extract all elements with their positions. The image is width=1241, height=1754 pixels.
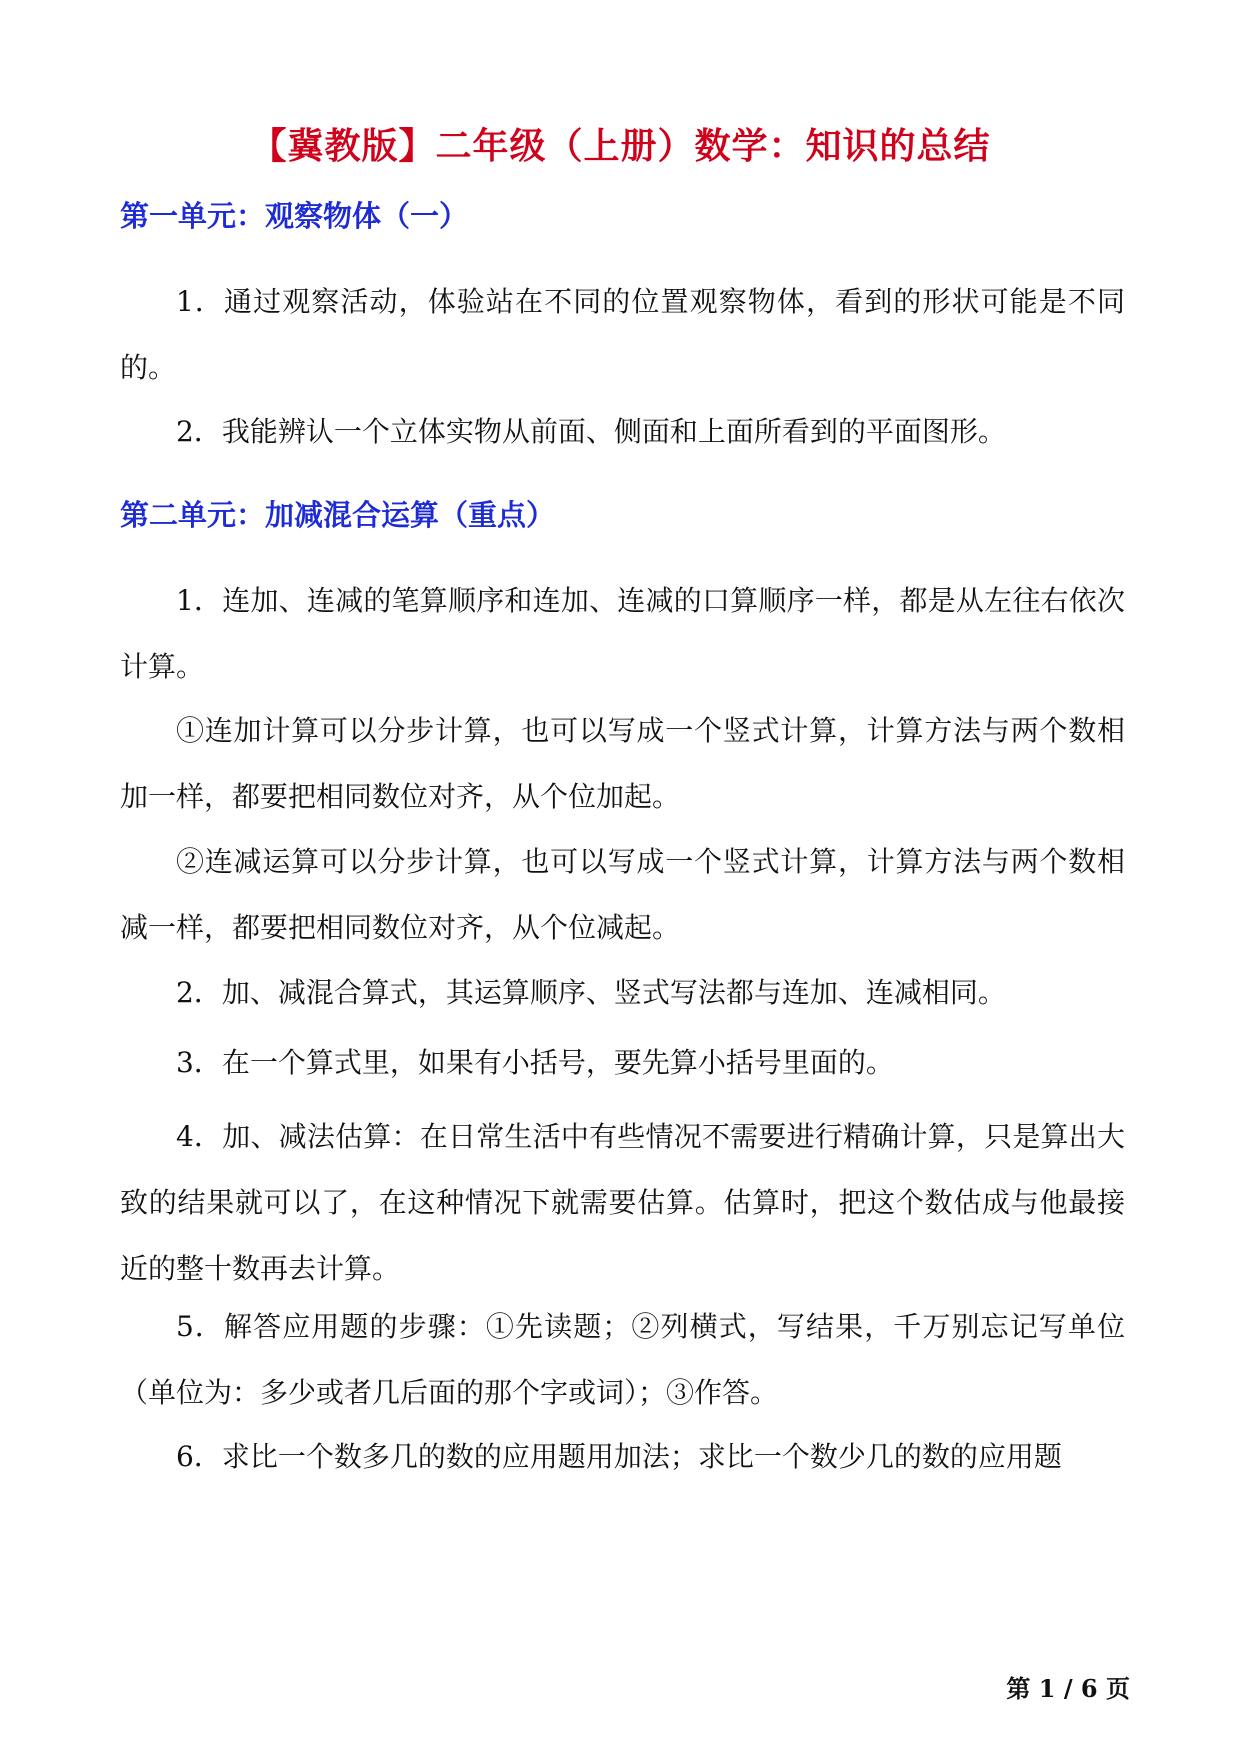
unit2-paragraph-7: 5．解答应用题的步骤：①先读题；②列横式，写结果，千万别忘记写单位（单位为：多少或者几后面的那个字或词）；③作答。	[120, 1310, 1125, 1409]
unit2-paragraph-3: ②连减运算可以分步计算，也可以写成一个竖式计算，计算方法与两个数相减一样，都要把相同数位对齐，从个位减起。	[120, 845, 1125, 944]
document-title: 【冀教版】二年级（上册）数学：知识的总结	[250, 125, 991, 167]
unit1-paragraph-1: 1．通过观察活动，体验站在不同的位置观察物体，看到的形状可能是不同的。	[120, 285, 1125, 384]
unit2-paragraph-8: 6．求比一个数多几的数的应用题用加法；求比一个数少几的数的应用题	[176, 1440, 1062, 1473]
unit2-paragraph-2: ①连加计算可以分步计算，也可以写成一个竖式计算，计算方法与两个数相加一样，都要把相同数位对齐，从个位加起。	[120, 714, 1125, 813]
unit2-paragraph-4: 2．加、减混合算式，其运算顺序、竖式写法都与连加、连减相同。	[176, 976, 1006, 1009]
unit2-paragraph-6: 4．加、减法估算：在日常生活中有些情况不需要进行精确计算，只是算出大致的结果就可以了，在这种情况下就需要估算。估算时，把这个数估成与他最接近的整十数再去计算。	[120, 1120, 1125, 1285]
unit1-heading: 第一单元：观察物体（一）	[120, 199, 469, 233]
page-number: 第 1 / 6 页	[1006, 1674, 1130, 1703]
unit1-paragraph-2: 2．我能辨认一个立体实物从前面、侧面和上面所看到的平面图形。	[176, 415, 1006, 448]
unit2-paragraph-5: 3．在一个算式里，如果有小括号，要先算小括号里面的。	[176, 1046, 894, 1079]
unit2-paragraph-1: 1．连加、连减的笔算顺序和连加、连减的口算顺序一样，都是从左往右依次计算。	[120, 584, 1125, 683]
unit2-heading: 第二单元：加减混合运算（重点）	[120, 498, 556, 532]
